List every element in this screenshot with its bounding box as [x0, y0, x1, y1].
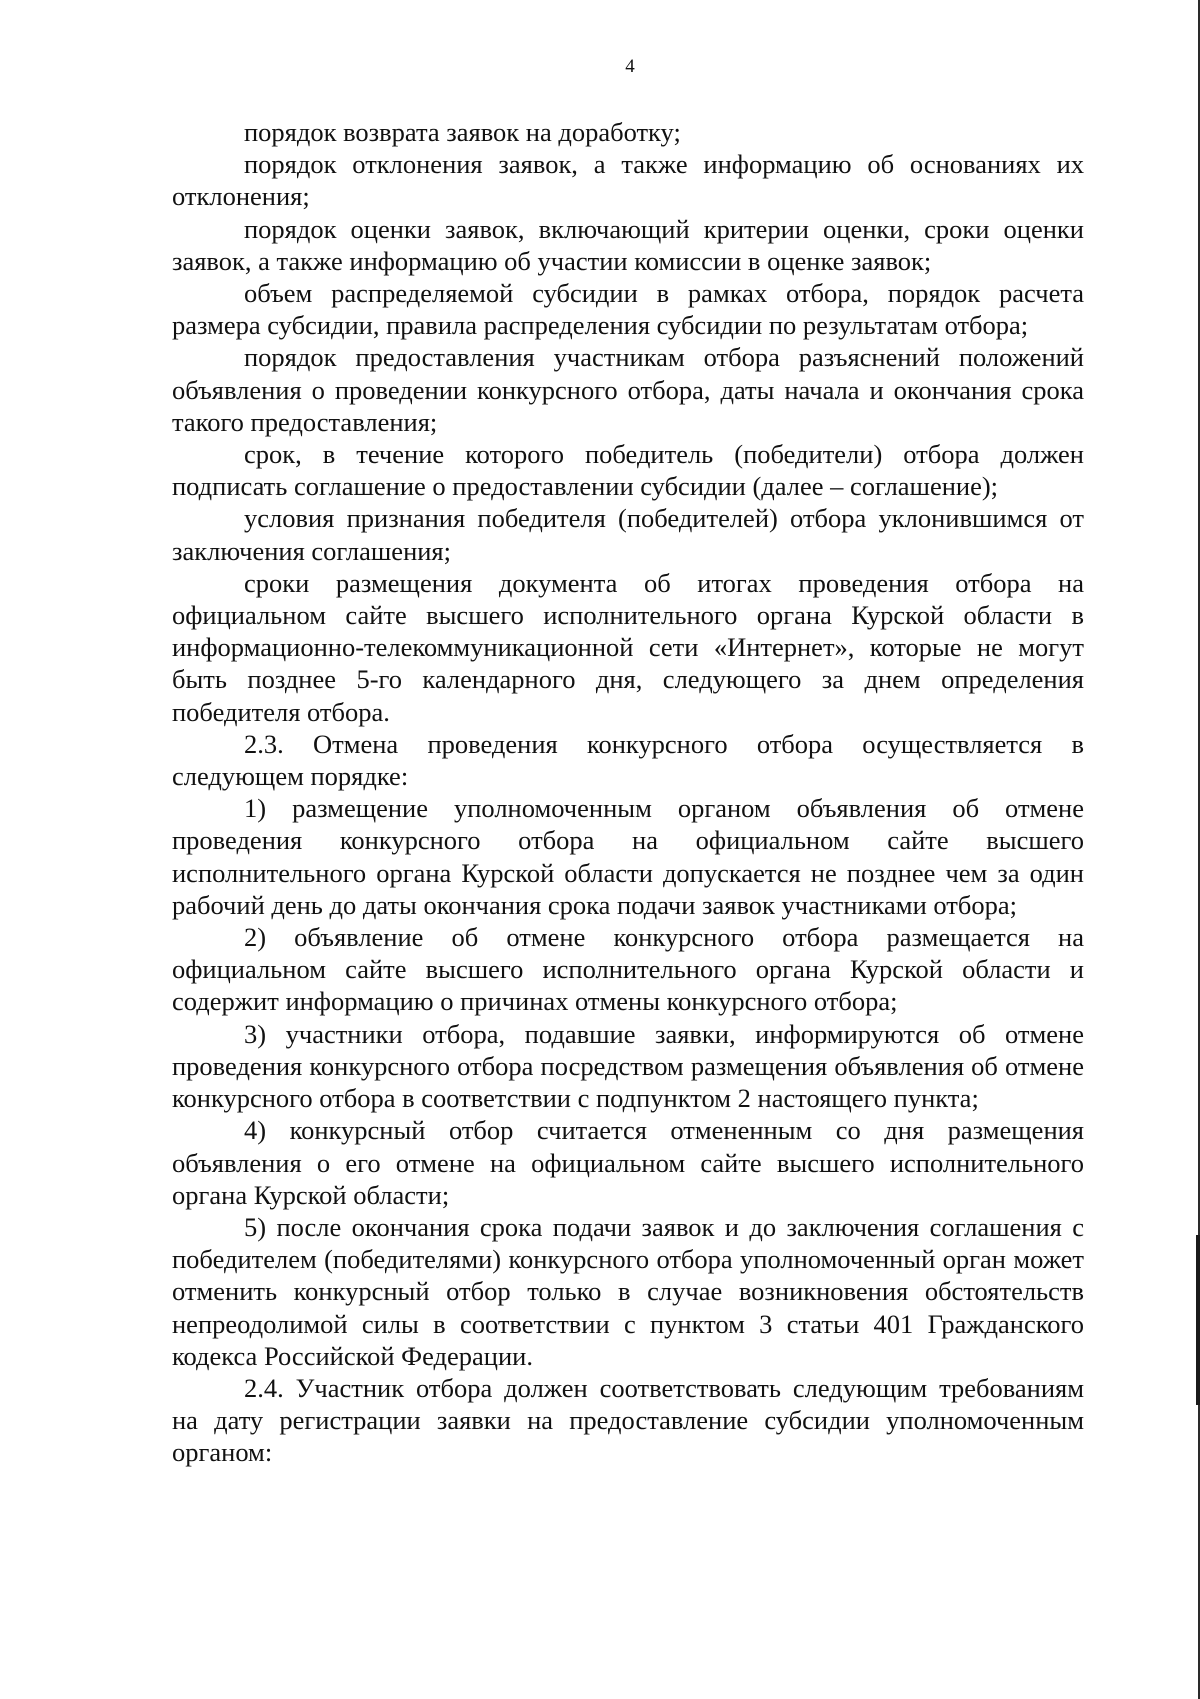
- scan-edge-mark: [1196, 1235, 1200, 1405]
- list-item-3: 3) участники отбора, подавшие заявки, информируются об отмене проведения конкурсного отбора посредством размещения объявления об отмене конкурсного отбора в соответствии с подпунктом 2 настоящего пункта;: [172, 1018, 1084, 1114]
- document-body: [172, 116, 1084, 1469]
- paragraph: порядок оценки заявок, включающий критерии оценки, сроки оценки заявок, а также информацию об участии комиссии в оценке заявок;: [172, 213, 1084, 276]
- section-2-3-paragraph: 2.3. Отмена проведения конкурсного отбора осуществляется в следующем порядке:: [172, 728, 1084, 792]
- paragraph: порядок возврата заявок на доработку;: [244, 117, 681, 147]
- paragraph: порядок отклонения заявок, а также информацию об основаниях их отклонения;: [172, 149, 1084, 212]
- list-item-2: 2) объявление об отмене конкурсного отбора размещается на официальном сайте высшего исполнительного органа Курской области и содержит информацию о причинах отмены конкурсного отбора;: [172, 922, 1084, 1017]
- paragraph: условия признания победителя (победителей) отбора уклонившимся от заключения соглашения;: [172, 503, 1084, 566]
- section-2-4-paragraph: 2.4. Участник отбора должен соответствовать следующим требованиям на дату регистрации заявки на предоставление субсидии уполномоченным органом:: [172, 1372, 1084, 1468]
- paragraph: сроки размещения документа об итогах проведения отбора на официальном сайте высшего исполнительного органа Курской области в информационно-телекоммуникационной сети «Интернет», которые не могут быть позднее 5-го календарного дня, следующего за днем определения победителя отбора.: [172, 567, 1084, 727]
- list-item-5: 5) после окончания срока подачи заявок и до заключения соглашения с победителем (победителями) конкурсного отбора уполномоченный орган может отменить конкурсный отбор только в случае возникновения обстоятельств непреодолимой силы в соответствии с пунктом 3 статьи 401 Гражданского кодекса Российской Федерации.: [172, 1211, 1084, 1371]
- list-item-4: 4) конкурсный отбор считается отмененным со дня размещения объявления о его отмене на официальном сайте высшего исполнительного органа Курской области;: [172, 1115, 1084, 1210]
- page-number: 4: [625, 56, 635, 77]
- list-item-1: 1) размещение уполномоченным органом объявления об отмене проведения конкурсного отбора на официальном сайте высшего исполнительного органа Курской области допускается не позднее чем за один рабочий день до даты окончания срока подачи заявок участниками отбора;: [172, 793, 1084, 920]
- paragraph: объем распределяемой субсидии в рамках отбора, порядок расчета размера субсидии, правила распределения субсидии по результатам отбора;: [172, 278, 1084, 341]
- paragraph: порядок предоставления участникам отбора разъяснений положений объявления о проведении конкурсного отбора, даты начала и окончания срока такого предоставления;: [172, 342, 1084, 437]
- paragraph: срок, в течение которого победитель (победители) отбора должен подписать соглашение о предоставлении субсидии (далее – соглашение);: [172, 439, 1084, 502]
